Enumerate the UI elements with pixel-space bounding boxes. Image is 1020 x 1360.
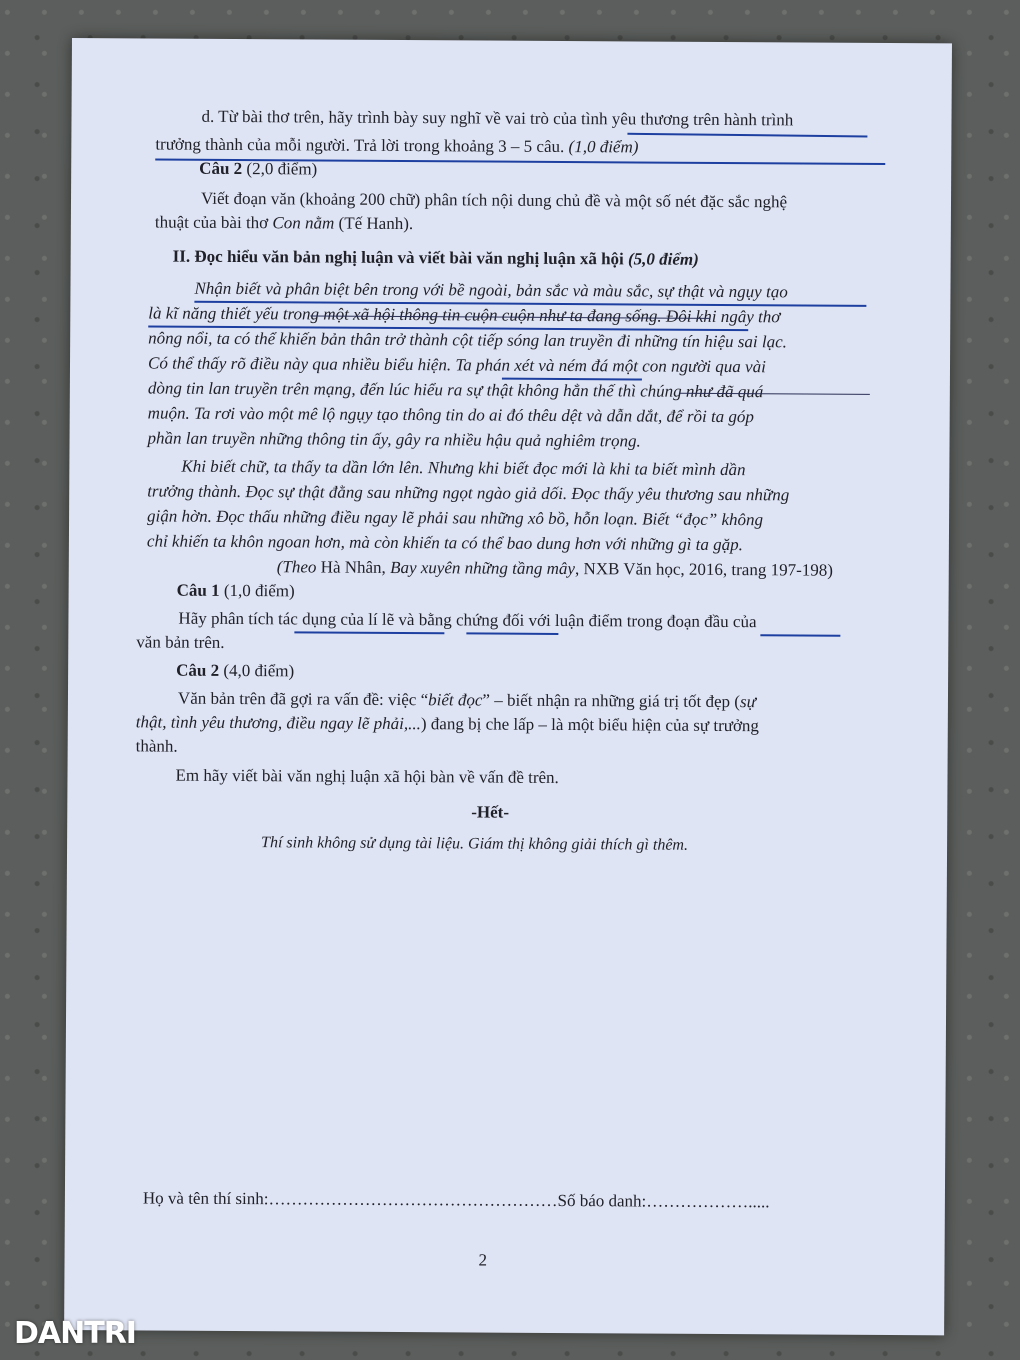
dantri-logo: DANTRI — [14, 1316, 136, 1351]
page-number: 2 — [478, 1250, 488, 1270]
passage-line: Nhận biết và phân biệt bên trong với bề ngoài, bản sắc và màu sắc, sự thật và ngụy tạo — [194, 278, 788, 302]
passage-line: dòng tin lan truyền trên mạng, đến lúc hiểu ra sự thật không hẳn thế thì chúng như đã quá — [147, 378, 764, 402]
passage-line: Có thể thấy rõ điều này qua nhiều biểu hiện. Ta phán xét và ném đá một con người qua vài — [147, 353, 766, 377]
pen-underline — [627, 133, 867, 138]
question-d-line1: d. Từ bài thơ trên, hãy trình bày suy nghĩ về vai trò của tình yêu thương trên hành trình — [201, 106, 794, 130]
section-ii-title: II. Đọc hiểu văn bản nghị luận và viết bài văn nghị luận xã hội (5,0 điểm) — [172, 246, 699, 269]
passage-line: giận hờn. Đọc thấu những điều ngay lẽ phải sau những xô bồ, hỗn loạn. Biết “đọc” không — [147, 506, 764, 530]
cau1-heading: Câu 1 (1,0 điểm) — [176, 580, 295, 601]
pen-underline — [760, 634, 840, 636]
passage-line: phần lan truyền những thông tin ấy, gây ra nhiều hậu quả nghiêm trọng. — [147, 428, 641, 451]
cau2b-heading: Câu 2 (4,0 điểm) — [176, 660, 295, 681]
exam-page — [64, 38, 952, 1335]
cau2b-line3: thành. — [135, 736, 178, 756]
passage-source: (Theo Hà Nhân, Bay xuyên những tầng mây, NXB Văn học, 2016, trang 197-198) — [276, 557, 834, 580]
cau1-line2: văn bản trên. — [136, 632, 225, 652]
passage-line: chỉ khiến ta khôn ngoan hơn, mà còn khiến ta có thể bao dung hơn với những gì ta gặp. — [146, 531, 743, 555]
end-mark: -Hết- — [471, 802, 510, 822]
cau2b-line4: Em hãy viết bài văn nghị luận xã hội bàn về vấn đề trên. — [175, 765, 559, 787]
passage-line: là kĩ năng thiết yếu trong một xã hội thông tin cuộn cuộn như ta đang sống. Đôi khi ngây thơ — [148, 303, 781, 327]
pen-underline — [294, 631, 444, 634]
cau2b-line1: Văn bản trên đã gợi ra vấn đề: việc “biết đọc” – biết nhận ra những giá trị tốt đẹp (sự — [177, 688, 756, 712]
cau2b-line2: thật, tình yêu thương, điều ngay lẽ phải,...) đang bị che lấp – là một biểu hiện của sự trưởng — [135, 712, 760, 736]
cau2-line1: Viết đoạn văn (khoảng 200 chữ) phân tích nội dung chủ đề và một số nét đặc sắc nghệ — [200, 188, 788, 212]
passage-line: trưởng thành. Đọc sự thật đằng sau những ngọt ngào giả dối. Đọc thấy yêu thương sau những — [147, 481, 790, 505]
passage-line: nông nổi, ta có thể khiến bản thân trở thành cột tiếp sóng lan truyền đi những tín hiệu sai lạc. — [148, 328, 787, 352]
cau2-line2: thuật của bài thơ Con nằm (Tế Hanh). — [154, 212, 414, 234]
candidate-info: Họ và tên thí sinh:……………………………………………Số báo danh:………………..... — [142, 1188, 770, 1212]
passage-line: muộn. Ta rơi vào một mê lộ ngụy tạo thông tin do ai đó thêu dệt và dẫn dắt, để rồi ta góp — [147, 403, 755, 427]
pen-underline — [466, 632, 558, 635]
cau1-line1: Hãy phân tích tác dụng của lí lẽ và bằng chứng đối với luận điểm trong đoạn đầu của — [178, 608, 757, 632]
question-d-line2: trưởng thành của mỗi người. Trả lời trong khoảng 3 – 5 câu. (1,0 điểm) — [155, 134, 639, 157]
exam-note: Thí sinh không sử dụng tài liệu. Giám thị không giải thích gì thêm. — [261, 834, 689, 854]
passage-line: Khi biết chữ, ta thấy ta dần lớn lên. Nhưng khi biết đọc mới là khi ta biết mình dần — [181, 456, 746, 480]
cau2-heading: Câu 2 (2,0 điểm) — [199, 158, 318, 179]
